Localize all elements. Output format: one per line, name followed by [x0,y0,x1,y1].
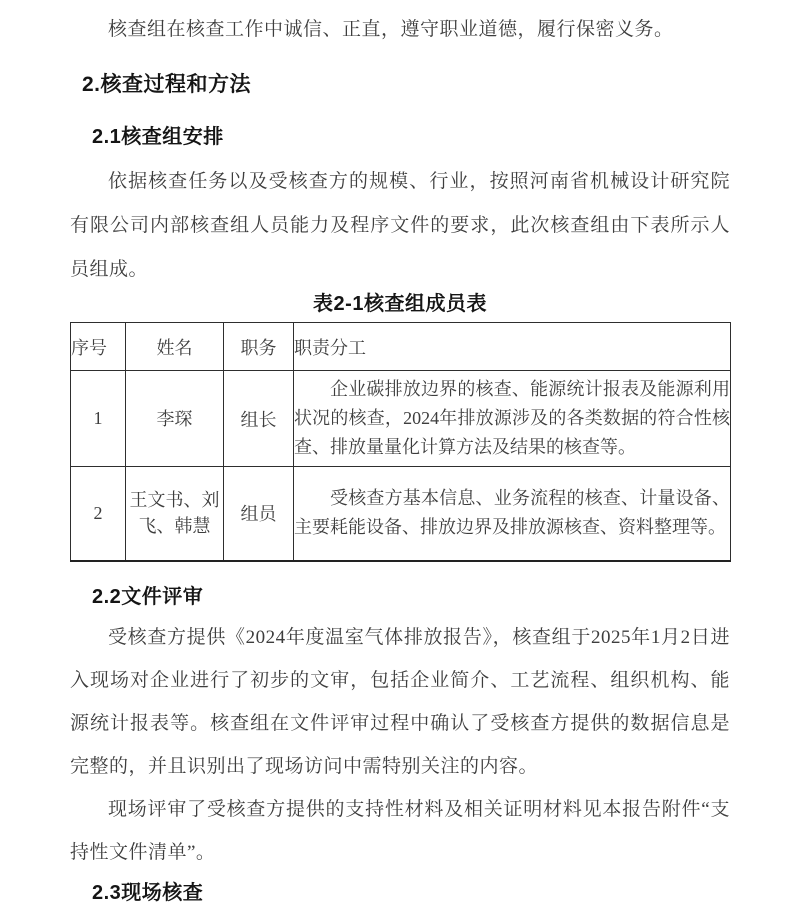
section-2-2-paragraph-2: 现场评审了受核查方提供的支持性材料及相关证明材料见本报告附件“支持性文件清单”。 [70,798,730,863]
column-header-no: 序号 [71,323,126,371]
heading-section-2-1: 2.1核查组安排 [92,126,224,148]
table-row [71,467,731,561]
heading-section-2-2: 2.2文件评审 [92,585,204,608]
table-caption: 表2-1核查组成员表 [313,293,487,315]
table-row [71,371,731,467]
column-header-name: 姓名 [126,323,224,371]
cell-name: 李琛 [126,371,224,467]
section-2-1-paragraph: 依据核查任务以及受核查方的规模、行业，按照河南省机械设计研究院有限公司内部核查组人员能力及程序文件的要求，此次核查组由下表所示人员组成。 [70,171,730,280]
column-header-duty: 职责分工 [294,323,731,371]
cell-role: 组长 [224,371,294,467]
cell-duty: 受核查方基本信息、业务流程的核查、计量设备、主要耗能设备、排放边界及排放源核查、资料整理等。 [294,467,731,561]
section-2-2-paragraph-1: 受核查方提供《2024年度温室气体排放报告》，核查组于2025年1月2日进入现场对企业进行了初步的文审，包括企业简介、工艺流程、组织机构、能源统计报表等。核查组在文件评审过程中确认了受核查方提供的数据信息是完整的，并且识别出了现场访问中需特别关注的内容。 [70,626,730,777]
table-header-row [71,323,731,371]
heading-section-2-3: 2.3现场核查 [92,881,204,904]
cell-no: 1 [71,371,126,467]
heading-section-2: 2.核查过程和方法 [82,73,252,96]
intro-paragraph: 核查组在核查工作中诚信、正直，遵守职业道德，履行保密义务。 [108,19,674,40]
column-header-role: 职务 [224,323,294,371]
cell-name: 王文书、刘飞、韩慧 [126,467,224,561]
cell-duty: 企业碳排放边界的核查、能源统计报表及能源利用状况的核查，2024年排放源涉及的各类数据的符合性核查、排放量量化计算方法及结果的核查等。 [294,371,731,467]
cell-no: 2 [71,467,126,561]
cell-role: 组员 [224,467,294,561]
audit-team-table [70,322,731,562]
